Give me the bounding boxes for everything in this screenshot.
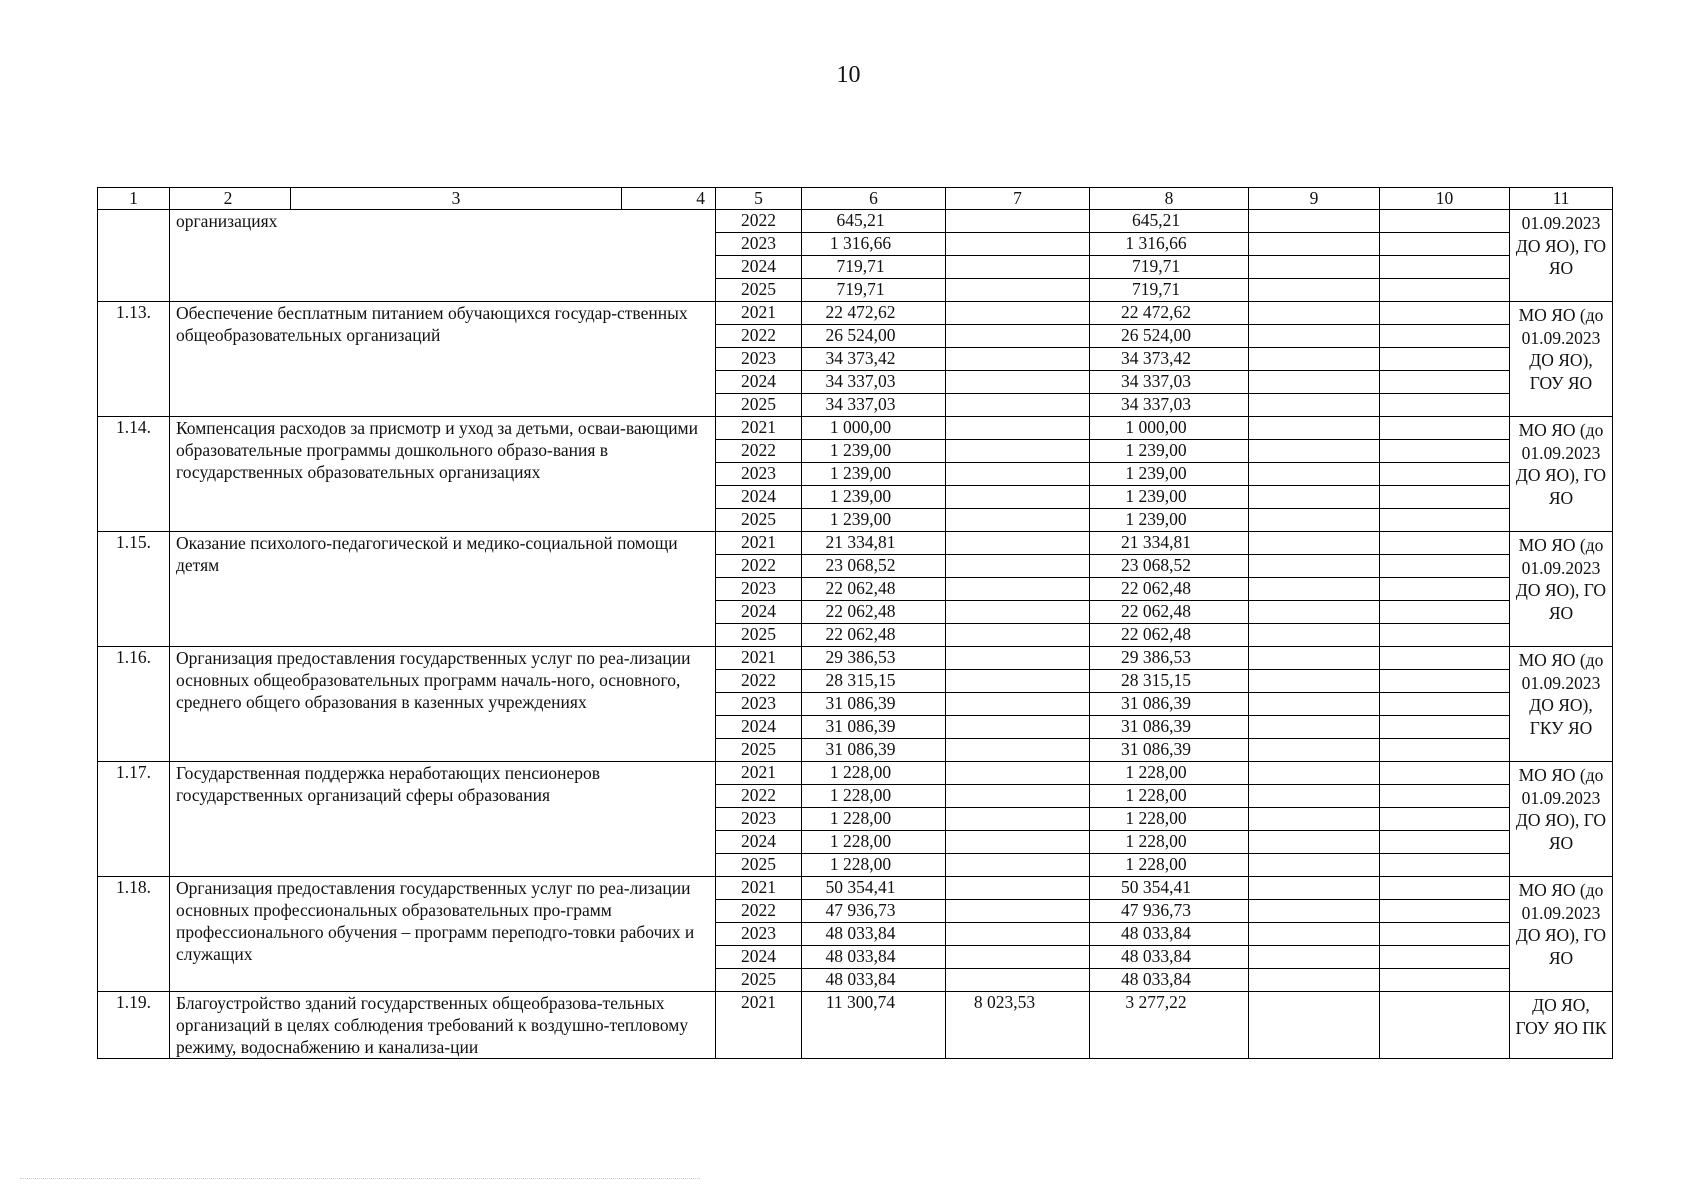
item-number: 1.18. (98, 877, 170, 992)
regional-cell: 48 033,84 (1090, 923, 1249, 946)
year-cell: 2022 (716, 440, 802, 463)
total-cell: 1 316,66 (802, 233, 946, 256)
federal-cell (946, 601, 1090, 624)
federal-cell (946, 256, 1090, 279)
regional-cell: 1 228,00 (1090, 808, 1249, 831)
item-description: Обеспечение бесплатным питанием обучающихся государ-ственных общеобразовательных организаций (170, 302, 716, 417)
regional-cell: 719,71 (1090, 279, 1249, 302)
year-cell: 2021 (716, 877, 802, 900)
col9-cell (1249, 325, 1380, 348)
col10-cell (1380, 831, 1510, 854)
page-number: 10 (836, 62, 861, 88)
item-description: Государственная поддержка неработающих пенсионеров государственных организаций сферы образования (170, 762, 716, 877)
col9-cell (1249, 808, 1380, 831)
col9-cell (1249, 394, 1380, 417)
year-cell: 2022 (716, 210, 802, 233)
col9-cell (1249, 509, 1380, 532)
col10-cell (1380, 417, 1510, 440)
item-description: Оказание психолого-педагогической и медико-социальной помощи детям (170, 532, 716, 647)
federal-cell (946, 417, 1090, 440)
header-cols-2-4 (170, 188, 716, 210)
regional-cell: 22 062,48 (1090, 601, 1249, 624)
federal-cell (946, 739, 1090, 762)
year-cell: 2022 (716, 555, 802, 578)
regional-cell: 719,71 (1090, 256, 1249, 279)
federal-cell (946, 325, 1090, 348)
year-cell: 2023 (716, 693, 802, 716)
total-cell: 1 239,00 (802, 463, 946, 486)
responsible-cell: ДО ЯО, ГОУ ЯО ПК (1510, 992, 1613, 1059)
year-cell: 2024 (716, 831, 802, 854)
header-col-3: 3 (291, 188, 622, 209)
regional-cell: 1 239,00 (1090, 486, 1249, 509)
header-row (98, 188, 1613, 210)
total-cell: 34 337,03 (802, 394, 946, 417)
header-col-2: 2 (170, 188, 292, 209)
regional-cell: 48 033,84 (1090, 969, 1249, 992)
col9-cell (1249, 463, 1380, 486)
item-number: 1.13. (98, 302, 170, 417)
federal-cell (946, 831, 1090, 854)
federal-cell (946, 509, 1090, 532)
col10-cell (1380, 739, 1510, 762)
budget-table (97, 187, 1613, 1059)
regional-cell: 31 086,39 (1090, 716, 1249, 739)
year-cell: 2023 (716, 233, 802, 256)
total-cell: 48 033,84 (802, 946, 946, 969)
total-cell: 23 068,52 (802, 555, 946, 578)
col10-cell (1380, 210, 1510, 233)
total-cell: 11 300,74 (802, 992, 946, 1059)
total-cell: 48 033,84 (802, 923, 946, 946)
total-cell: 26 524,00 (802, 325, 946, 348)
year-cell: 2023 (716, 348, 802, 371)
item-description: Организация предоставления государственных услуг по реа-лизации основных общеобразовательных программ началь-ного, основного, среднего общего образования в казенных учреждениях (170, 647, 716, 762)
year-cell: 2025 (716, 969, 802, 992)
regional-cell: 1 239,00 (1090, 463, 1249, 486)
total-cell: 21 334,81 (802, 532, 946, 555)
federal-cell (946, 463, 1090, 486)
year-cell: 2023 (716, 578, 802, 601)
regional-cell: 26 524,00 (1090, 325, 1249, 348)
total-cell: 1 239,00 (802, 509, 946, 532)
year-cell: 2021 (716, 992, 802, 1059)
total-cell: 1 239,00 (802, 486, 946, 509)
col9-cell (1249, 578, 1380, 601)
year-cell: 2021 (716, 302, 802, 325)
col10-cell (1380, 486, 1510, 509)
scan-artifact-line (20, 1178, 700, 1180)
regional-cell: 31 086,39 (1090, 739, 1249, 762)
col10-cell (1380, 946, 1510, 969)
regional-cell: 22 472,62 (1090, 302, 1249, 325)
responsible-cell: МО ЯО (до 01.09.2023 ДО ЯО), ГО ЯО (1510, 762, 1613, 877)
table-row (98, 877, 1613, 900)
total-cell: 28 315,15 (802, 670, 946, 693)
federal-cell: 8 023,53 (946, 992, 1090, 1059)
table-row (98, 302, 1613, 325)
col9-cell (1249, 348, 1380, 371)
col10-cell (1380, 808, 1510, 831)
total-cell: 22 062,48 (802, 578, 946, 601)
year-cell: 2024 (716, 256, 802, 279)
col10-cell (1380, 693, 1510, 716)
col10-cell (1380, 325, 1510, 348)
col10-cell (1380, 509, 1510, 532)
federal-cell (946, 555, 1090, 578)
table-row (98, 210, 1613, 233)
regional-cell: 3 277,22 (1090, 992, 1249, 1059)
header-col-8: 8 (1090, 188, 1249, 210)
federal-cell (946, 279, 1090, 302)
federal-cell (946, 854, 1090, 877)
total-cell: 29 386,53 (802, 647, 946, 670)
total-cell: 719,71 (802, 279, 946, 302)
federal-cell (946, 808, 1090, 831)
col10-cell (1380, 716, 1510, 739)
federal-cell (946, 670, 1090, 693)
item-description: Организация предоставления государственных услуг по реа-лизации основных профессиональных образовательных про-грамм профессионального обучения – программ переподго-товки рабочих и служащих (170, 877, 716, 992)
year-cell: 2021 (716, 762, 802, 785)
year-cell: 2022 (716, 785, 802, 808)
col10-cell (1380, 762, 1510, 785)
federal-cell (946, 440, 1090, 463)
regional-cell: 22 062,48 (1090, 578, 1249, 601)
col9-cell (1249, 854, 1380, 877)
responsible-cell: МО ЯО (до 01.09.2023 ДО ЯО), ГО ЯО (1510, 532, 1613, 647)
col9-cell (1249, 210, 1380, 233)
col9-cell (1249, 555, 1380, 578)
total-cell: 1 239,00 (802, 440, 946, 463)
total-cell: 47 936,73 (802, 900, 946, 923)
regional-cell: 29 386,53 (1090, 647, 1249, 670)
total-cell: 645,21 (802, 210, 946, 233)
col9-cell (1249, 256, 1380, 279)
table-row (98, 647, 1613, 670)
federal-cell (946, 900, 1090, 923)
federal-cell (946, 486, 1090, 509)
responsible-cell: 01.09.2023 ДО ЯО), ГО ЯО (1510, 210, 1613, 302)
col10-cell (1380, 302, 1510, 325)
federal-cell (946, 302, 1090, 325)
year-cell: 2025 (716, 739, 802, 762)
regional-cell: 1 228,00 (1090, 854, 1249, 877)
total-cell: 50 354,41 (802, 877, 946, 900)
responsible-cell: МО ЯО (до 01.09.2023 ДО ЯО), ГО ЯО (1510, 417, 1613, 532)
header-col-1: 1 (98, 188, 170, 210)
regional-cell: 23 068,52 (1090, 555, 1249, 578)
col9-cell (1249, 946, 1380, 969)
year-cell: 2025 (716, 624, 802, 647)
federal-cell (946, 394, 1090, 417)
col9-cell (1249, 877, 1380, 900)
col10-cell (1380, 348, 1510, 371)
col10-cell (1380, 923, 1510, 946)
regional-cell: 1 228,00 (1090, 831, 1249, 854)
col10-cell (1380, 256, 1510, 279)
regional-cell: 34 373,42 (1090, 348, 1249, 371)
total-cell: 31 086,39 (802, 693, 946, 716)
year-cell: 2021 (716, 532, 802, 555)
col9-cell (1249, 601, 1380, 624)
col10-cell (1380, 233, 1510, 256)
total-cell: 48 033,84 (802, 969, 946, 992)
table-row (98, 532, 1613, 555)
col9-cell (1249, 670, 1380, 693)
regional-cell: 21 334,81 (1090, 532, 1249, 555)
col10-cell (1380, 532, 1510, 555)
regional-cell: 1 228,00 (1090, 762, 1249, 785)
total-cell: 1 228,00 (802, 854, 946, 877)
total-cell: 22 472,62 (802, 302, 946, 325)
col9-cell (1249, 417, 1380, 440)
regional-cell: 28 315,15 (1090, 670, 1249, 693)
federal-cell (946, 785, 1090, 808)
col10-cell (1380, 992, 1510, 1059)
col9-cell (1249, 279, 1380, 302)
col9-cell (1249, 371, 1380, 394)
federal-cell (946, 371, 1090, 394)
total-cell: 34 373,42 (802, 348, 946, 371)
item-description: Благоустройство зданий государственных общеобразова-тельных организаций в целях соблюдения требований к воздушно-тепловому режиму, водоснабжению и канализа-ции (170, 992, 716, 1059)
federal-cell (946, 348, 1090, 371)
header-col-9: 9 (1249, 188, 1380, 210)
col9-cell (1249, 992, 1380, 1059)
regional-cell: 31 086,39 (1090, 693, 1249, 716)
regional-cell: 1 239,00 (1090, 509, 1249, 532)
col9-cell (1249, 969, 1380, 992)
col10-cell (1380, 647, 1510, 670)
total-cell: 31 086,39 (802, 739, 946, 762)
federal-cell (946, 946, 1090, 969)
item-number: 1.14. (98, 417, 170, 532)
col10-cell (1380, 877, 1510, 900)
item-description: Компенсация расходов за присмотр и уход за детьми, осваи-вающими образовательные программы дошкольного образо-вания в государственных образовательных организациях (170, 417, 716, 532)
item-number: 1.17. (98, 762, 170, 877)
regional-cell: 34 337,03 (1090, 371, 1249, 394)
federal-cell (946, 693, 1090, 716)
total-cell: 22 062,48 (802, 601, 946, 624)
total-cell: 1 000,00 (802, 417, 946, 440)
total-cell: 1 228,00 (802, 808, 946, 831)
col9-cell (1249, 486, 1380, 509)
total-cell: 1 228,00 (802, 831, 946, 854)
federal-cell (946, 762, 1090, 785)
year-cell: 2025 (716, 509, 802, 532)
col10-cell (1380, 394, 1510, 417)
regional-cell: 1 316,66 (1090, 233, 1249, 256)
col10-cell (1380, 279, 1510, 302)
col10-cell (1380, 854, 1510, 877)
col10-cell (1380, 969, 1510, 992)
regional-cell: 22 062,48 (1090, 624, 1249, 647)
total-cell: 1 228,00 (802, 762, 946, 785)
header-col-7: 7 (946, 188, 1090, 210)
year-cell: 2025 (716, 854, 802, 877)
federal-cell (946, 647, 1090, 670)
federal-cell (946, 532, 1090, 555)
regional-cell: 645,21 (1090, 210, 1249, 233)
header-col-11: 11 (1510, 188, 1613, 210)
year-cell: 2025 (716, 279, 802, 302)
year-cell: 2022 (716, 670, 802, 693)
table-row (98, 762, 1613, 785)
col10-cell (1380, 601, 1510, 624)
year-cell: 2022 (716, 325, 802, 348)
federal-cell (946, 923, 1090, 946)
item-number (98, 210, 170, 302)
year-cell: 2021 (716, 647, 802, 670)
header-col-6: 6 (802, 188, 946, 210)
year-cell: 2024 (716, 716, 802, 739)
year-cell: 2021 (716, 417, 802, 440)
col9-cell (1249, 624, 1380, 647)
header-subcols (170, 188, 716, 209)
col9-cell (1249, 440, 1380, 463)
total-cell: 719,71 (802, 256, 946, 279)
federal-cell (946, 578, 1090, 601)
header-col-10: 10 (1380, 188, 1510, 210)
col9-cell (1249, 831, 1380, 854)
regional-cell: 47 936,73 (1090, 900, 1249, 923)
table-row (98, 417, 1613, 440)
total-cell: 31 086,39 (802, 716, 946, 739)
col10-cell (1380, 785, 1510, 808)
col10-cell (1380, 624, 1510, 647)
federal-cell (946, 716, 1090, 739)
col9-cell (1249, 693, 1380, 716)
col10-cell (1380, 555, 1510, 578)
federal-cell (946, 210, 1090, 233)
year-cell: 2024 (716, 371, 802, 394)
col10-cell (1380, 371, 1510, 394)
col9-cell (1249, 923, 1380, 946)
responsible-cell: МО ЯО (до 01.09.2023 ДО ЯО), ГО ЯО (1510, 877, 1613, 992)
federal-cell (946, 624, 1090, 647)
total-cell: 22 062,48 (802, 624, 946, 647)
col9-cell (1249, 716, 1380, 739)
item-number: 1.16. (98, 647, 170, 762)
col9-cell (1249, 762, 1380, 785)
total-cell: 1 228,00 (802, 785, 946, 808)
responsible-cell: МО ЯО (до 01.09.2023 ДО ЯО), ГКУ ЯО (1510, 647, 1613, 762)
col9-cell (1249, 647, 1380, 670)
col9-cell (1249, 532, 1380, 555)
col10-cell (1380, 900, 1510, 923)
year-cell: 2023 (716, 923, 802, 946)
federal-cell (946, 877, 1090, 900)
col10-cell (1380, 670, 1510, 693)
regional-cell: 48 033,84 (1090, 946, 1249, 969)
responsible-cell: МО ЯО (до 01.09.2023 ДО ЯО), ГОУ ЯО (1510, 302, 1613, 417)
col9-cell (1249, 233, 1380, 256)
regional-cell: 1 228,00 (1090, 785, 1249, 808)
col10-cell (1380, 578, 1510, 601)
federal-cell (946, 969, 1090, 992)
col9-cell (1249, 785, 1380, 808)
col9-cell (1249, 900, 1380, 923)
year-cell: 2024 (716, 601, 802, 624)
col10-cell (1380, 440, 1510, 463)
header-col-4: 4 (696, 188, 705, 208)
regional-cell: 50 354,41 (1090, 877, 1249, 900)
year-cell: 2023 (716, 463, 802, 486)
item-number: 1.15. (98, 532, 170, 647)
federal-cell (946, 233, 1090, 256)
regional-cell: 1 000,00 (1090, 417, 1249, 440)
col9-cell (1249, 739, 1380, 762)
year-cell: 2024 (716, 946, 802, 969)
col10-cell (1380, 463, 1510, 486)
header-col-5: 5 (716, 188, 802, 210)
item-description: организациях (170, 210, 716, 302)
year-cell: 2022 (716, 900, 802, 923)
year-cell: 2023 (716, 808, 802, 831)
total-cell: 34 337,03 (802, 371, 946, 394)
year-cell: 2025 (716, 394, 802, 417)
year-cell: 2024 (716, 486, 802, 509)
regional-cell: 34 337,03 (1090, 394, 1249, 417)
regional-cell: 1 239,00 (1090, 440, 1249, 463)
item-number: 1.19. (98, 992, 170, 1059)
col9-cell (1249, 302, 1380, 325)
